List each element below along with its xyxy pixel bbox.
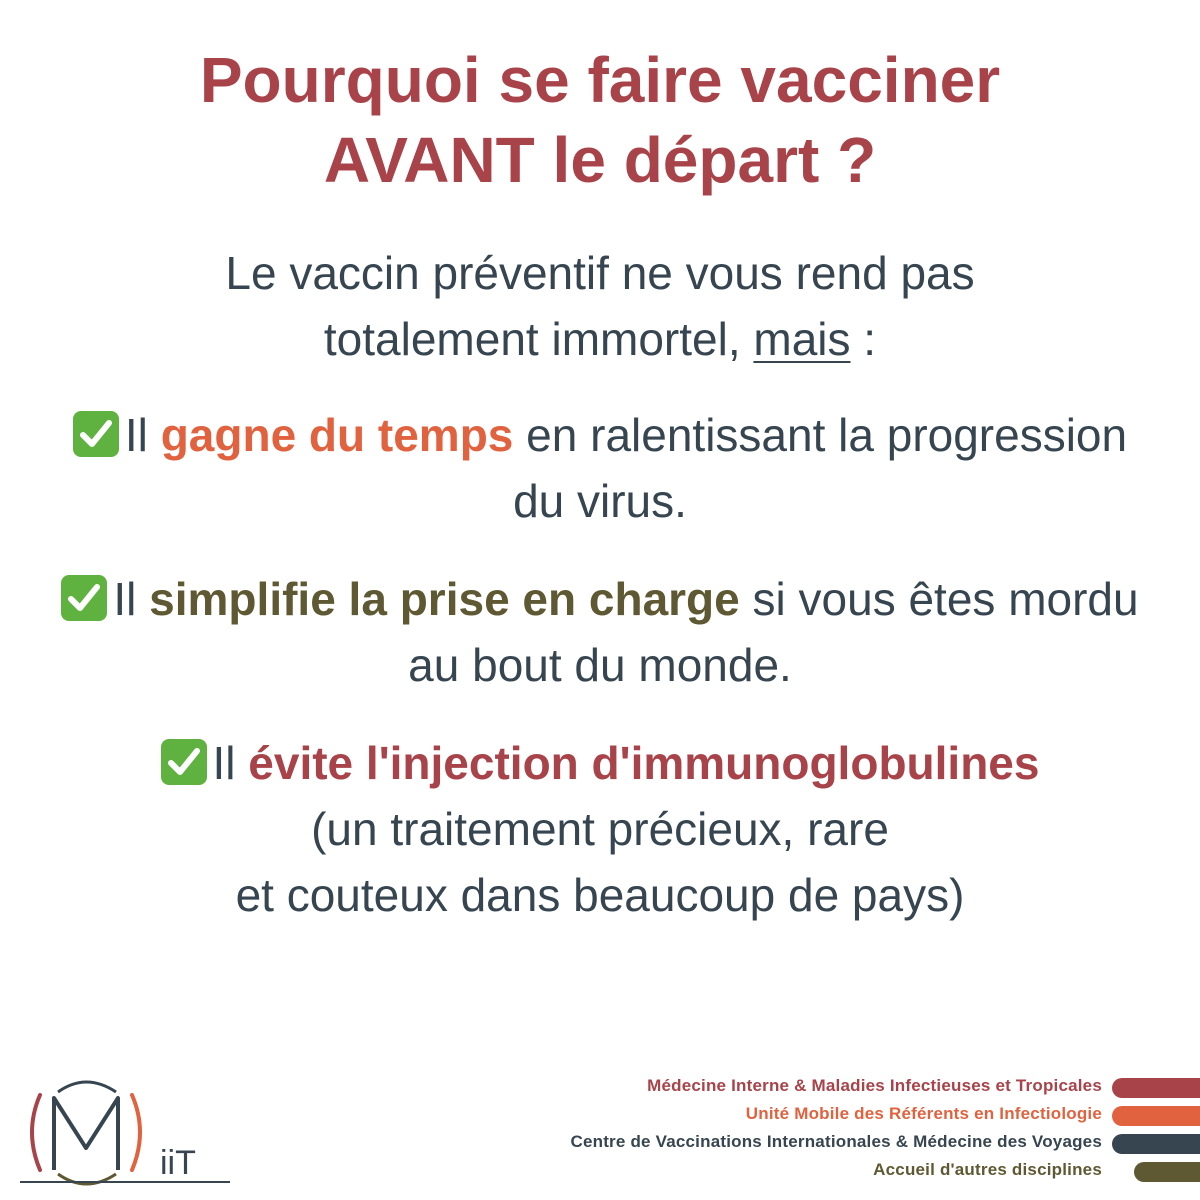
benefit-3-line-3: et couteux dans beaucoup de pays) (235, 869, 965, 921)
check-mark-icon (161, 739, 207, 785)
footer-row-3 (570, 1130, 1200, 1158)
footer-label-4: Accueil d'autres disciplines (873, 1160, 1102, 1179)
benefit-2-prefix: Il (113, 573, 150, 625)
benefit-1-rest: en ralentissant la progression (513, 409, 1128, 461)
title-line-2: AVANT le départ ? (323, 124, 877, 196)
footer-row-1 (580, 1074, 1200, 1102)
benefit-item-3 (0, 730, 1200, 928)
benefit-2-highlight: simplifie la prise en charge (149, 573, 740, 625)
intro-underlined-word: mais (753, 313, 851, 365)
benefit-item-1 (0, 402, 1200, 534)
footer-row-2 (580, 1102, 1200, 1130)
footer-color-bar-2 (1112, 1106, 1200, 1126)
miit-logo (20, 1070, 240, 1195)
footer-label-1: Médecine Interne & Maladies Infectieuses et Tropicales (647, 1076, 1102, 1095)
miit-logo-mark (20, 1070, 240, 1195)
intro-paragraph (0, 240, 1200, 372)
benefit-1-highlight: gagne du temps (160, 409, 514, 461)
benefit-3-prefix: Il (212, 737, 249, 789)
intro-line-1: Le vaccin préventif ne vous rend pas (225, 247, 975, 299)
intro-line-2-end: : (850, 313, 877, 365)
footer-label-2: Unité Mobile des Référents en Infectiologie (745, 1104, 1102, 1123)
footer-label-3: Centre de Vaccinations Internationales & Médecine des Voyages (570, 1132, 1102, 1151)
intro-line-2 (0, 306, 1200, 372)
intro-line-2-start: totalement immortel, (323, 313, 754, 365)
footer-color-bar-4 (1134, 1162, 1200, 1182)
footer-color-bar-1 (1112, 1078, 1200, 1098)
footer-color-bar-3 (1112, 1134, 1200, 1154)
benefit-2-rest: si vous êtes mordu (739, 573, 1139, 625)
benefit-2-line-1 (0, 566, 1200, 632)
benefit-1-line-1 (0, 402, 1200, 468)
benefit-item-2 (0, 566, 1200, 698)
check-mark-icon (61, 575, 107, 621)
check-mark-icon (73, 411, 119, 457)
benefit-1-line-2: du virus. (513, 475, 687, 527)
footer-departments (570, 1074, 1200, 1186)
title-line-1: Pourquoi se faire vacciner (199, 44, 1001, 116)
benefit-2-line-2: au bout du monde. (408, 639, 792, 691)
benefit-3-highlight: évite l'injection d'immunoglobulines (248, 737, 1040, 789)
benefit-3-line-2: (un traitement précieux, rare (311, 803, 889, 855)
page-title (0, 40, 1200, 200)
benefit-1-prefix: Il (124, 409, 161, 461)
footer-row-4 (580, 1158, 1200, 1186)
benefit-3-line-1 (0, 730, 1200, 796)
logo-text: iiT (160, 1144, 196, 1182)
